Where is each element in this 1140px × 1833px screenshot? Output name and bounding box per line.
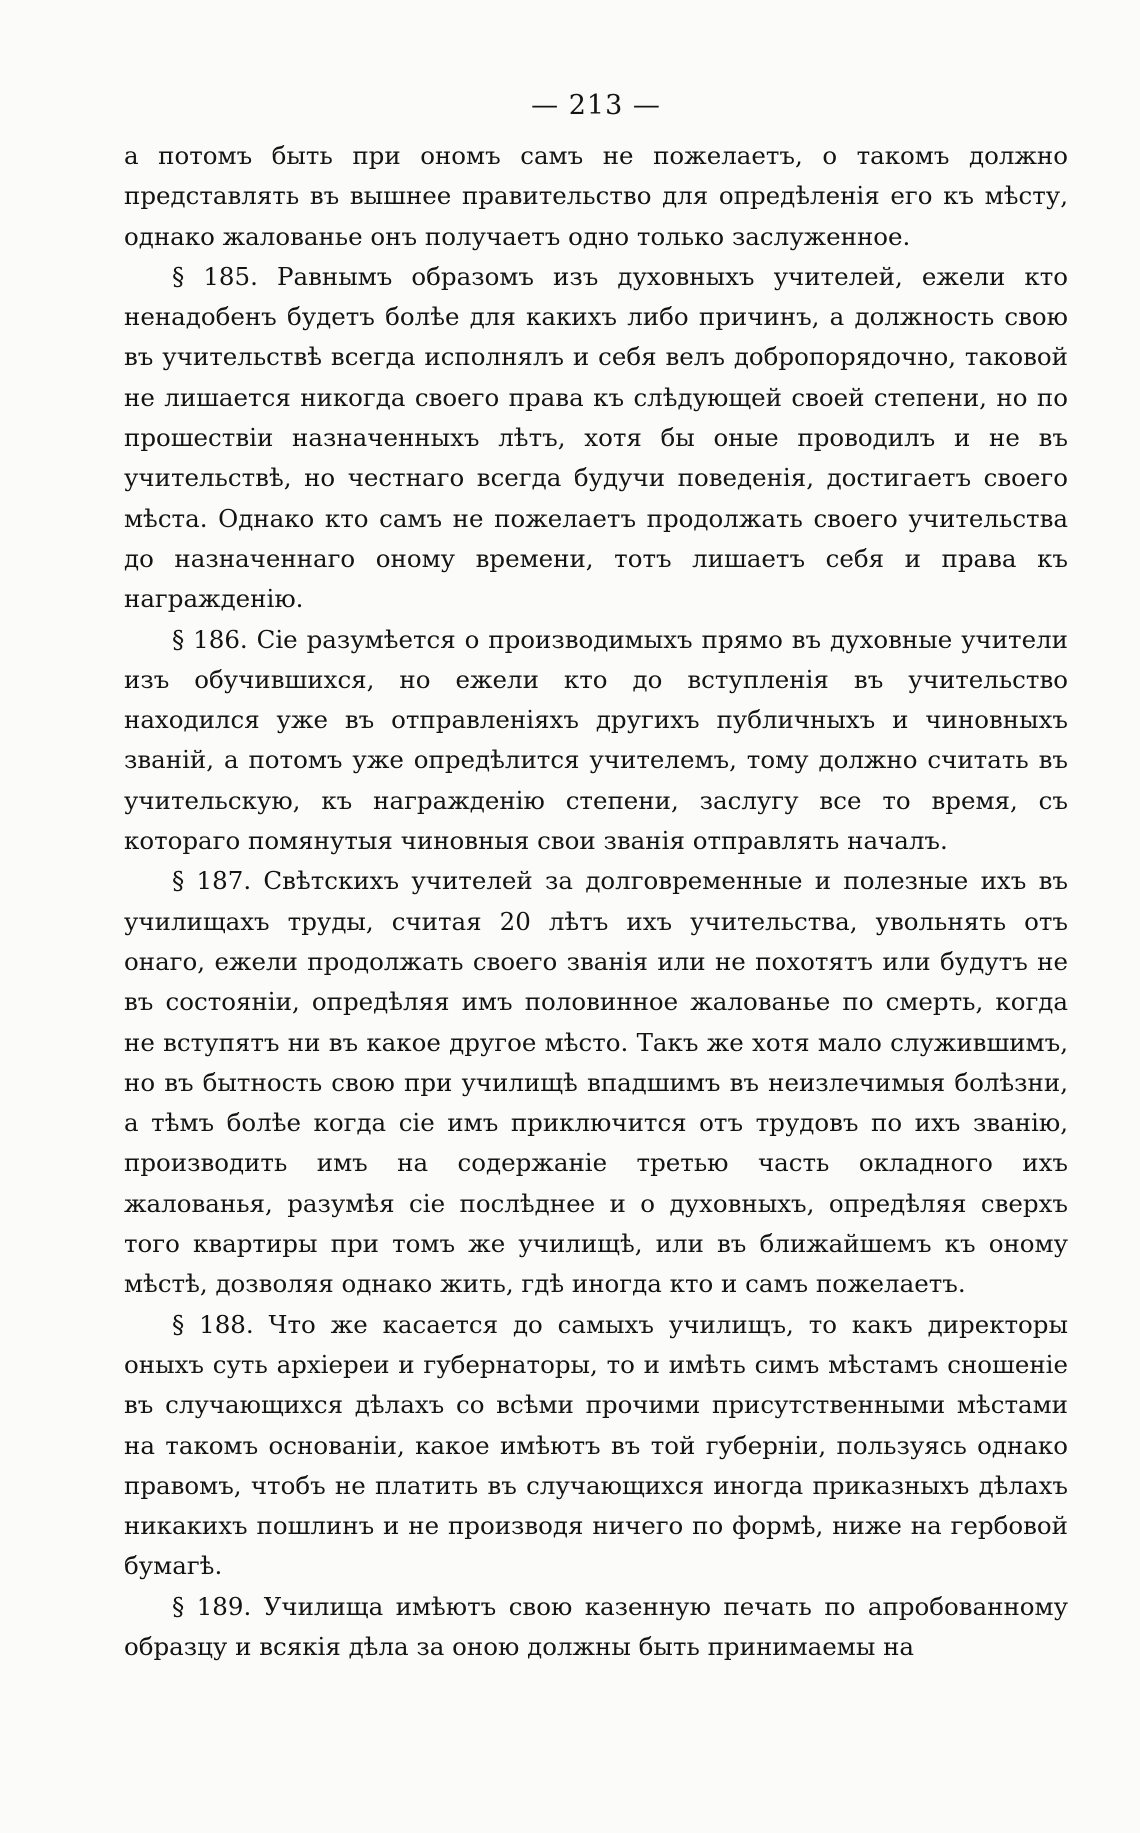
book-page [124,86,1068,1806]
paragraph-186: § 186. Сіе разумѣется о производимыхъ прямо въ духовные учители изъ обучившихся, но ежели кто до вступленія въ учительство находился уже въ отправленіяхъ другихъ публичныхъ и чиновныхъ званій, а потомъ уже опредѣлится учителемъ, тому должно считать въ учительскую, къ награжденію степени, заслугу все то время, съ котораго помянутыя чиновныя свои званія отправлять началъ. [124,624,1068,856]
page-number: — 213 — [531,90,661,121]
paragraph-continuation: а потомъ быть при ономъ самъ не пожелаетъ, о такомъ должно представлять въ вышнее правительство для опредѣленія его къ мѣсту, однако жалованье онъ получаетъ одно только заслуженное. [124,141,1068,251]
paragraph-187: § 187. Свѣтскихъ учителей за долговременные и полезные ихъ въ училищахъ труды, считая 20 лѣтъ ихъ учительства, увольнять отъ онаго, ежели продолжать своего званія или не похотятъ или будутъ не въ состояніи, опредѣляя имъ половинное жалованье по смерть, когда не вступятъ ни въ какое другое мѣсто. Такъ же хотя мало служившимъ, но въ бытность свою при училищѣ впадшимъ въ неизлечимыя болѣзни, а тѣмъ болѣе когда сіе имъ приключится отъ трудовъ по ихъ званію, производить имъ на содержаніе третью часть окладного ихъ жалованья, разумѣя сіе послѣднее и о духовныхъ, опредѣляя сверхъ того квартиры при томъ же училищѣ, или въ ближайшемъ къ оному мѣстѣ, дозволяя однако жить, гдѣ иногда кто и самъ пожелаетъ. [124,866,1068,1299]
page-body [124,136,1068,1667]
paragraph-189: § 189. Училища имѣютъ свою казенную печать по апробованному образцу и всякія дѣла за оною должны быть принимаемы на [124,1591,1068,1661]
paragraph-188: § 188. Что же касается до самыхъ училищъ, то какъ директоры оныхъ суть архіереи и губернаторы, то и имѣть симъ мѣстамъ сношеніе въ случающихся дѣлахъ со всѣми прочими присутственными мѣстами на такомъ основаніи, какое имѣютъ въ той губерніи, пользуясь однако правомъ, чтобъ не платить въ случающихся иногда приказныхъ дѣлахъ никакихъ пошлинъ и не производя ничего по формѣ, ниже на гербовой бумагѣ. [124,1309,1068,1581]
paragraph-185: § 185. Равнымъ образомъ изъ духовныхъ учителей, ежели кто ненадобенъ будетъ болѣе для какихъ либо причинъ, а должность свою въ учительствѣ всегда исполнялъ и себя велъ добропорядочно, таковой не лишается никогда своего права къ слѣдующей своей степени, но по прошествіи назначенныхъ лѣтъ, хотя бы оные проводилъ и не въ учительствѣ, но честнаго всегда будучи поведенія, достигаетъ своего мѣста. Однако кто самъ не пожелаетъ продолжать своего учительства до назначеннаго оному времени, тотъ лишаетъ себя и права къ награжденію. [124,261,1068,614]
